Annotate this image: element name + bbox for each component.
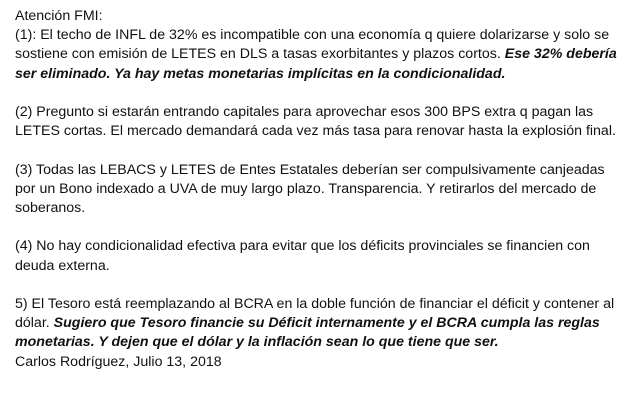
spacer bbox=[15, 84, 620, 103]
paragraph-3-text: (3) Todas las LEBACS y LETES de Entes Estatales deberían ser compulsivamente canjeadas por un Bono indexado a UVA de muy largo plazo. Transparencia. Y retirarlos del mercado de soberanos. bbox=[15, 161, 605, 216]
heading: Atención FMI: bbox=[15, 8, 103, 24]
spacer bbox=[15, 276, 620, 295]
signature: Carlos Rodríguez, Julio 13, 2018 bbox=[15, 353, 222, 370]
paragraph-5-text: 5) El Tesoro está reemplazando al BCRA en la doble función de financiar el déficit y contener al dólar. bbox=[15, 295, 615, 332]
paragraph-2-text: (2) Pregunto si estarán entrando capitales para aprovechar esos 300 BPS extra q pagan las LETES cortas. El mercado demandará cada vez más tasa para renovar hasta la explosión final. bbox=[15, 104, 616, 140]
paragraph-2 bbox=[15, 103, 620, 141]
document-body bbox=[15, 7, 620, 372]
paragraph-5-emphasis: Sugiero que Tesoro financie su Déficit internamente y el BCRA cumpla las reglas monetarias. Y dejen que el dólar y la inflación sean lo que tiene que ser. bbox=[15, 315, 600, 351]
spacer bbox=[15, 218, 620, 237]
paragraph-5 bbox=[15, 295, 620, 353]
paragraph-4 bbox=[15, 237, 620, 275]
spacer bbox=[15, 141, 620, 160]
paragraph-1-emphasis: Ese 32% debería ser eliminado. Ya hay metas monetarias implícitas en la condicionalidad. bbox=[15, 46, 617, 82]
paragraph-1 bbox=[15, 26, 620, 84]
paragraph-1-text: (1): El techo de INFL de 32% es incompatible con una economía q quiere dolarizarse y solo se sostiene con emisión de LETES en DLS a tasas exorbitantes y plazos cortos. bbox=[15, 27, 610, 63]
paragraph-4-text: (4) No hay condicionalidad efectiva para evitar que los déficits provinciales se financien con deuda externa. bbox=[15, 238, 590, 274]
paragraph-3 bbox=[15, 161, 620, 219]
